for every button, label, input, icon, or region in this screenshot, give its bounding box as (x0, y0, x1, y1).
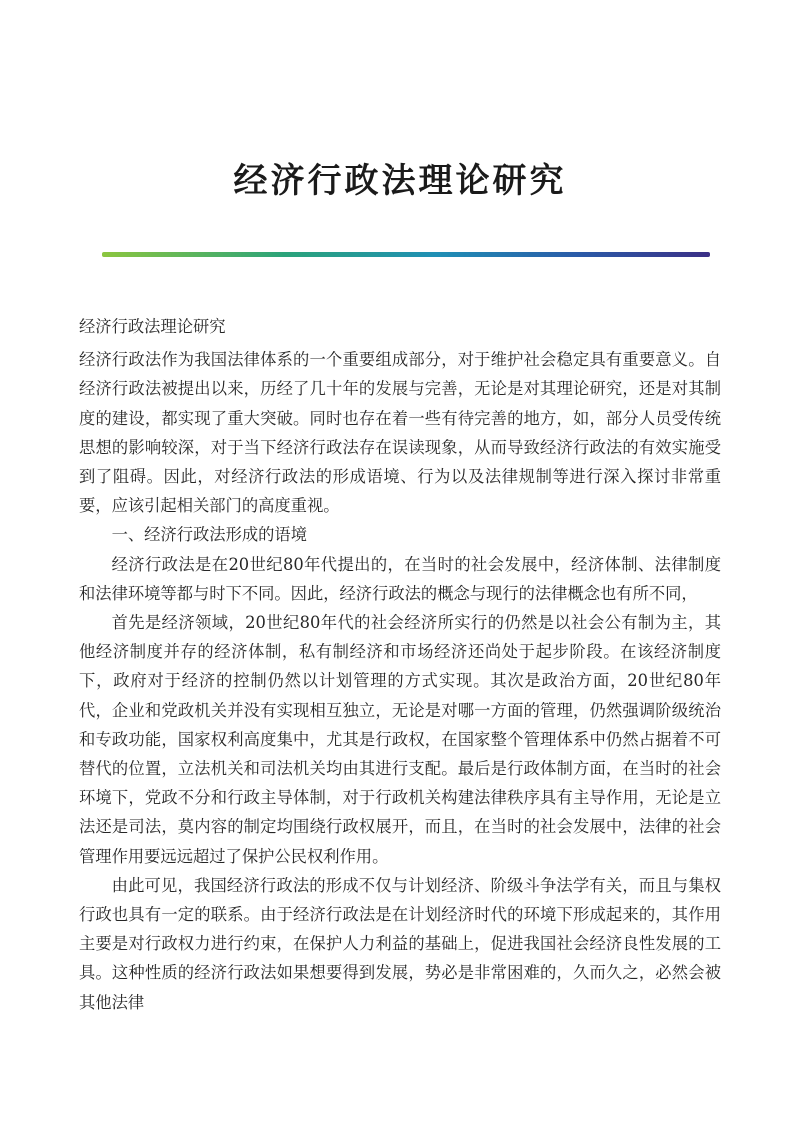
section-heading: 一、经济行政法形成的语境 (111, 525, 307, 545)
document-title: 经济行政法理论研究 (233, 161, 567, 201)
body-paragraph: 首先是经济领域，20世纪80年代的社会经济所实行的仍然是以社会公有制为主，其他经济制度并存的经济体制，私有制经济和市场经济还尚处于起步阶段。在该经济制度下，政府对于经济的控制仍然以计划管理的方式实现。其次是政治方面，20世纪80年代，企业和党政机关并没有实现相互独立，无论是对哪一方面的管理，仍然强调阶级统治和专政功能，国家权利高度集中，尤其是行政权，在国家整个管理体系中仍然占据着不可替代的位置，立法机关和司法机关均由其进行支配。最后是行政体制方面，在当时的社会环境下，党政不分和行政主导体制，对于行政机关构建法律秩序具有主导作用，无论是立法还是司法，莫内容的制定均围绕行政权展开，而且，在当时的社会发展中，法律的社会管理作用要远远超过了保护公民权利作用。 (79, 613, 721, 866)
document-label: 经济行政法理论研究 (79, 317, 226, 336)
intro-paragraph: 经济行政法作为我国法律体系的一个重要组成部分，对于维护社会稳定具有重要意义。自经济行政法被提出以来，历经了几十年的发展与完善，无论是对其理论研究，还是对其制度的建设，都实现了重大突破。同时也存在着一些有待完善的地方，如，部分人员受传统思想的影响较深，对于当下经济行政法存在误读现象，从而导致经济行政法的有效实施受到了阻碍。因此，对经济行政法的形成语境、行为以及法律规制等进行深入探讨非常重要，应该引起相关部门的高度重视。 (79, 350, 721, 516)
body-paragraph: 由此可见，我国经济行政法的形成不仅与计划经济、阶级斗争法学有关，而且与集权行政也具有一定的联系。由于经济行政法是在计划经济时代的环境下形成起来的，其作用主要是对行政权力进行约束，在保护人力利益的基础上，促进我国社会经济良性发展的工具。这种性质的经济行政法如果想要得到发展，势必是非常困难的，久而久之，必然会被其他法律 (79, 875, 721, 1012)
body-paragraph: 经济行政法是在20世纪80年代提出的，在当时的社会发展中，经济体制、法律制度和法律环境等都与时下不同。因此，经济行政法的概念与现行的法律概念也有所不同， (79, 554, 721, 603)
document-body (79, 312, 721, 1017)
title-divider (102, 252, 710, 257)
